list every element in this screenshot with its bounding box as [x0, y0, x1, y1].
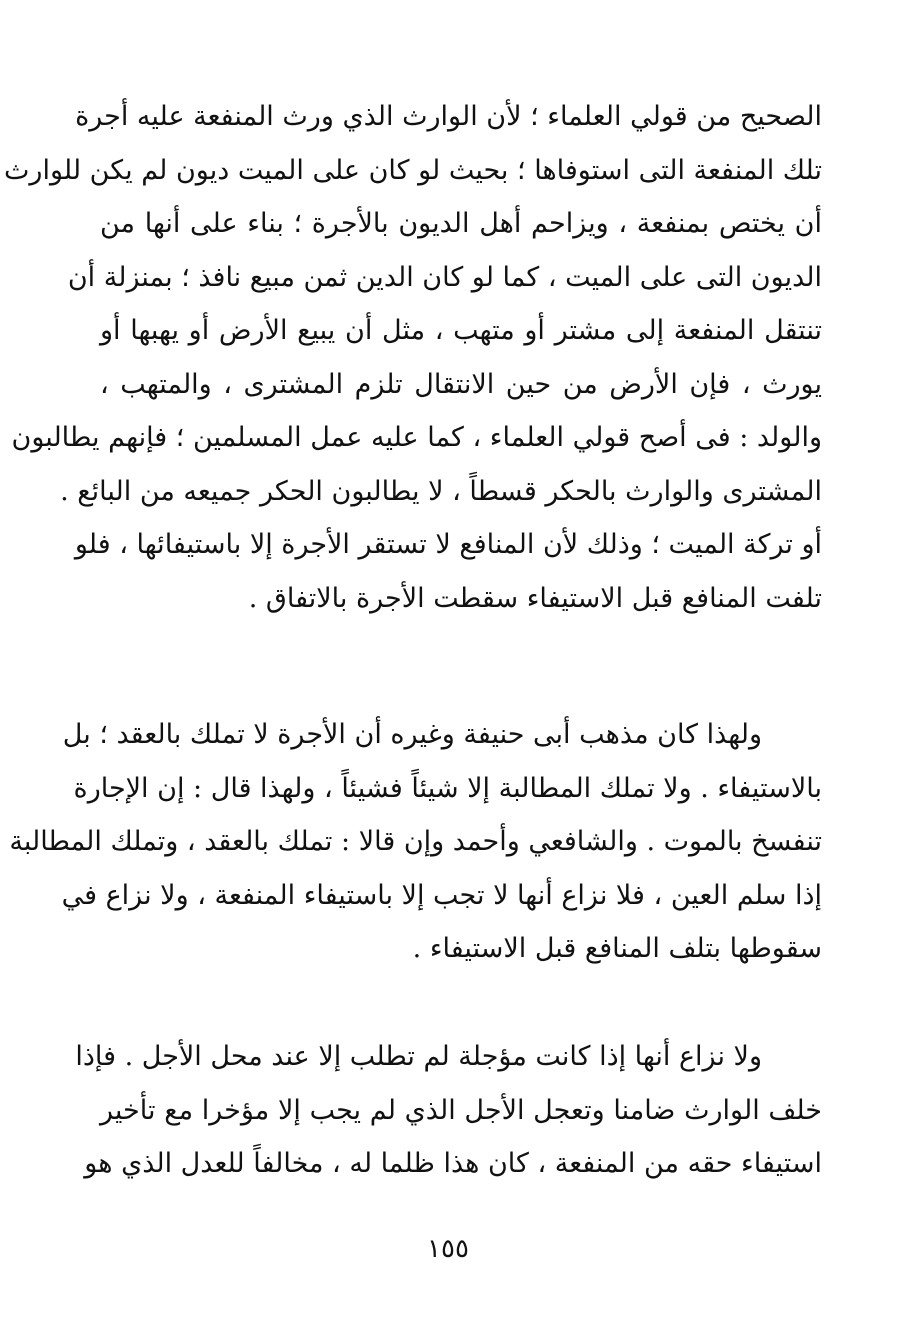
text-line: أو تركة الميت ؛ وذلك لأن المنافع لا تستقر الأجرة إلا باستيفائها ، فلو	[74, 529, 822, 560]
text-line: الصحيح من قولي العلماء ؛ لأن الوارث الذي ورث المنفعة عليه أجرة	[75, 101, 822, 132]
text-line: ولهذا كان مذهب أبى حنيفة وغيره أن الأجرة لا تملك بالعقد ؛ بل	[62, 719, 762, 750]
text-line: سقوطها بتلف المنافع قبل الاستيفاء .	[412, 933, 822, 964]
text-line: بالاستيفاء . ولا تملك المطالبة إلا شيئاً فشيئاً ، ولهذا قال : إن الإجارة	[73, 772, 822, 804]
text-line: يورث ، فإن الأرض من حين الانتقال تلزم المشترى ، والمتهب ،	[100, 368, 822, 400]
text-line: تنفسخ بالموت . والشافعي وأحمد وإن قالا : تملك بالعقد ، وتملك المطالبة	[9, 826, 822, 857]
text-line: تنتقل المنفعة إلى مشتر أو متهب ، مثل أن يبيع الأرض أو يهبها أو	[100, 315, 822, 346]
text-line: خلف الوارث ضامنا وتعجل الأجل الذي لم يجب إلا مؤخرا مع تأخير	[100, 1094, 822, 1126]
text-line: تلفت المنافع قبل الاستيفاء سقطت الأجرة بالاتفاق .	[248, 582, 822, 614]
text-line: تلك المنفعة التى استوفاها ؛ بحيث لو كان على الميت ديون لم يكن للوارث	[3, 154, 822, 186]
paragraph-3	[75, 1030, 822, 1191]
text-line: استيفاء حقه من المنفعة ، كان هذا ظلما له ، مخالفاً للعدل الذي هو	[84, 1148, 822, 1179]
paragraph-1	[3, 90, 822, 625]
text-line: إذا سلم العين ، فلا نزاع أنها لا تجب إلا باستيفاء المنفعة ، ولا نزاع في	[61, 879, 822, 911]
text-line: والولد : فى أصح قولي العلماء ، كما عليه عمل المسلمين ؛ فإنهم يطالبون	[11, 422, 822, 453]
paragraph-2	[9, 708, 822, 976]
page-number: ١٥٥	[427, 1234, 469, 1264]
text-line: ولا نزاع أنها إذا كانت مؤجلة لم تطلب إلا عند محل الأجل . فإذا	[75, 1041, 762, 1072]
text-line: أن يختص بمنفعة ، ويزاحم أهل الديون بالأجرة ؛ بناء على أنها من	[100, 208, 822, 239]
text-line: المشترى والوارث بالحكر قسطاً ، لا يطالبون الحكر جميعه من البائع .	[60, 475, 822, 507]
text-line: الديون التى على الميت ، كما لو كان الدين ثمن مبيع نافذ ؛ بمنزلة أن	[67, 261, 822, 293]
